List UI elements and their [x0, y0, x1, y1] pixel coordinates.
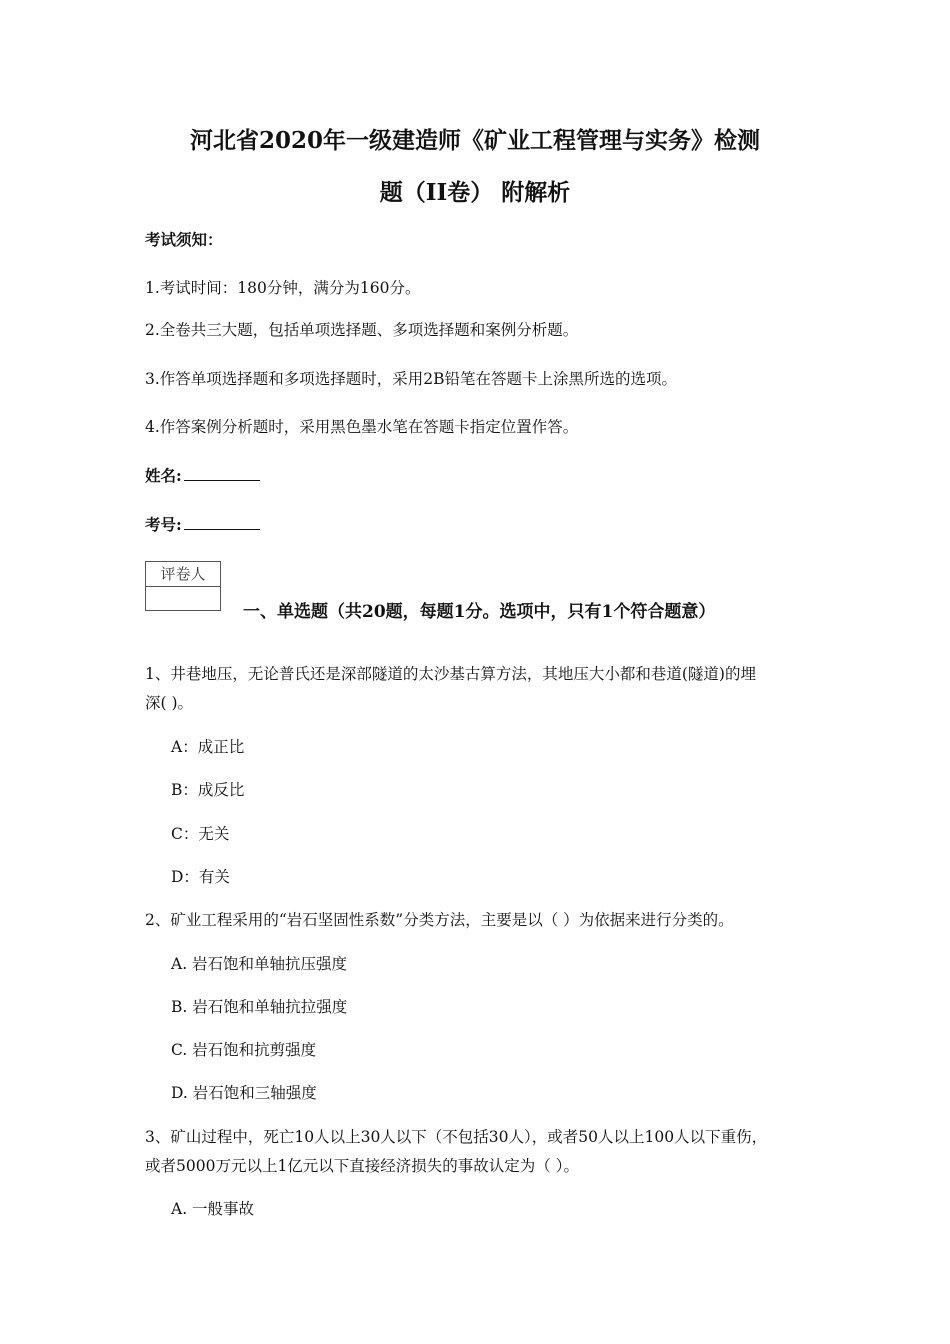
- answer-option: C：无关: [171, 825, 230, 843]
- notice-item: 1.考试时间：180分钟，满分为160分。: [145, 279, 421, 297]
- answer-option: B. 岩石饱和单轴抗拉强度: [171, 998, 348, 1016]
- notice-item: 3.作答单项选择题和多项选择题时，采用2B铅笔在答题卡上涂黑所选的选项。: [145, 370, 678, 388]
- answer-option: D. 岩石饱和三轴强度: [171, 1084, 317, 1102]
- id-label: 考号:: [145, 515, 182, 534]
- document-title-line1: 河北省2020年一级建造师《矿业工程管理与实务》检测: [189, 127, 760, 154]
- name-label: 姓名:: [145, 466, 182, 485]
- answer-option: A：成正比: [171, 738, 245, 756]
- notice-item: 2.全卷共三大题，包括单项选择题、多项选择题和案例分析题。: [145, 321, 579, 339]
- name-field: [145, 464, 260, 486]
- answer-option: C. 岩石饱和抗剪强度: [171, 1041, 317, 1059]
- question-text: 3、矿山过程中，死亡10人以上30人以下（不包括30人），或者50人以上100人以下重伤，: [145, 1128, 768, 1146]
- section-heading: 一、单选题（共20题，每题1分。选项中，只有1个符合题意）: [243, 602, 716, 622]
- question-text: 或者5000万元以上1亿元以下直接经济损失的事故认定为（ ）。: [145, 1157, 579, 1175]
- question-text: 1、井巷地压，无论普氏还是深部隧道的太沙基古算方法，其地压大小都和巷道(隧道)的埋: [145, 665, 756, 683]
- document-title-line2: 题（II卷） 附解析: [379, 179, 571, 206]
- question-text: 深( )。: [145, 694, 194, 712]
- question-text: 2、矿业工程采用的“岩石坚固性系数”分类方法，主要是以（ ）为依据来进行分类的。: [145, 911, 734, 929]
- notice-heading: 考试须知：: [145, 230, 223, 249]
- answer-option: A. 一般事故: [171, 1200, 255, 1218]
- answer-option: D：有关: [171, 868, 230, 886]
- answer-option: A. 岩石饱和单轴抗压强度: [171, 955, 348, 973]
- id-field: [145, 513, 260, 535]
- answer-option: B：成反比: [171, 781, 245, 799]
- notice-item: 4.作答案例分析题时，采用黑色墨水笔在答题卡指定位置作答。: [145, 418, 579, 436]
- id-blank: [184, 528, 260, 530]
- reviewer-label: 评卷人: [146, 562, 220, 587]
- name-blank: [184, 479, 260, 481]
- reviewer-box: [145, 561, 221, 611]
